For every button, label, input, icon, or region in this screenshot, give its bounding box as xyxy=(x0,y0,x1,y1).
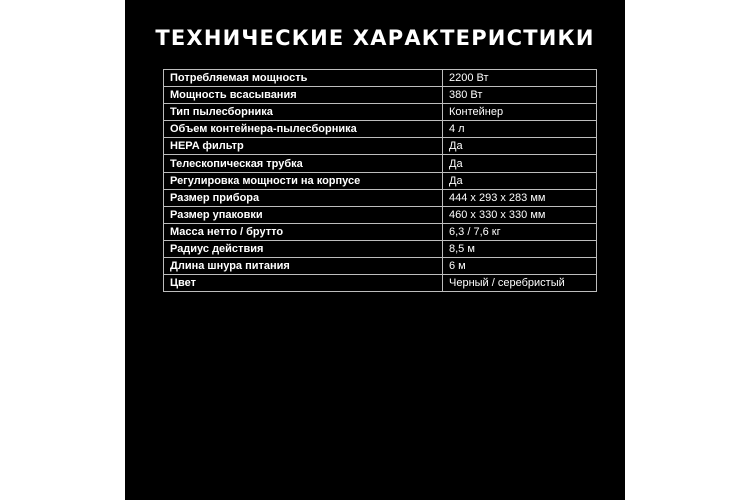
table-row xyxy=(164,189,597,206)
spec-name: Размер прибора xyxy=(164,189,443,206)
page-title: ТЕХНИЧЕСКИЕ ХАРАКТЕРИСТИКИ xyxy=(155,26,595,50)
spec-value: 6 м xyxy=(443,258,597,275)
table-row xyxy=(164,138,597,155)
table-row xyxy=(164,104,597,121)
spec-value: 4 л xyxy=(443,121,597,138)
spec-name: Радиус действия xyxy=(164,240,443,257)
spec-value: Да xyxy=(443,138,597,155)
spec-table xyxy=(163,69,597,292)
table-row xyxy=(164,172,597,189)
table-row xyxy=(164,121,597,138)
table-row xyxy=(164,275,597,292)
spec-value: Черный / серебристый xyxy=(443,275,597,292)
table-row xyxy=(164,206,597,223)
spec-value: Да xyxy=(443,172,597,189)
spec-value: Да xyxy=(443,155,597,172)
spec-value: 2200 Вт xyxy=(443,70,597,87)
spec-value: 380 Вт xyxy=(443,87,597,104)
spec-name: Цвет xyxy=(164,275,443,292)
spec-name: Потребляемая мощность xyxy=(164,70,443,87)
table-row xyxy=(164,87,597,104)
spec-name: Регулировка мощности на корпусе xyxy=(164,172,443,189)
spec-name: Масса нетто / брутто xyxy=(164,223,443,240)
table-row xyxy=(164,70,597,87)
spec-value: 460 x 330 x 330 мм xyxy=(443,206,597,223)
spec-name: Объем контейнера-пылесборника xyxy=(164,121,443,138)
spec-name: Длина шнура питания xyxy=(164,258,443,275)
spec-panel xyxy=(125,0,625,500)
spec-name: Телескопическая трубка xyxy=(164,155,443,172)
spec-value: 8,5 м xyxy=(443,240,597,257)
spec-value: Контейнер xyxy=(443,104,597,121)
spec-name: Мощность всасывания xyxy=(164,87,443,104)
spec-name: HEPA фильтр xyxy=(164,138,443,155)
spec-value: 6,3 / 7,6 кг xyxy=(443,223,597,240)
table-row xyxy=(164,155,597,172)
spec-name: Размер упаковки xyxy=(164,206,443,223)
spec-name: Тип пылесборника xyxy=(164,104,443,121)
table-row xyxy=(164,223,597,240)
table-row xyxy=(164,258,597,275)
table-row xyxy=(164,240,597,257)
spec-value: 444 x 293 x 283 мм xyxy=(443,189,597,206)
